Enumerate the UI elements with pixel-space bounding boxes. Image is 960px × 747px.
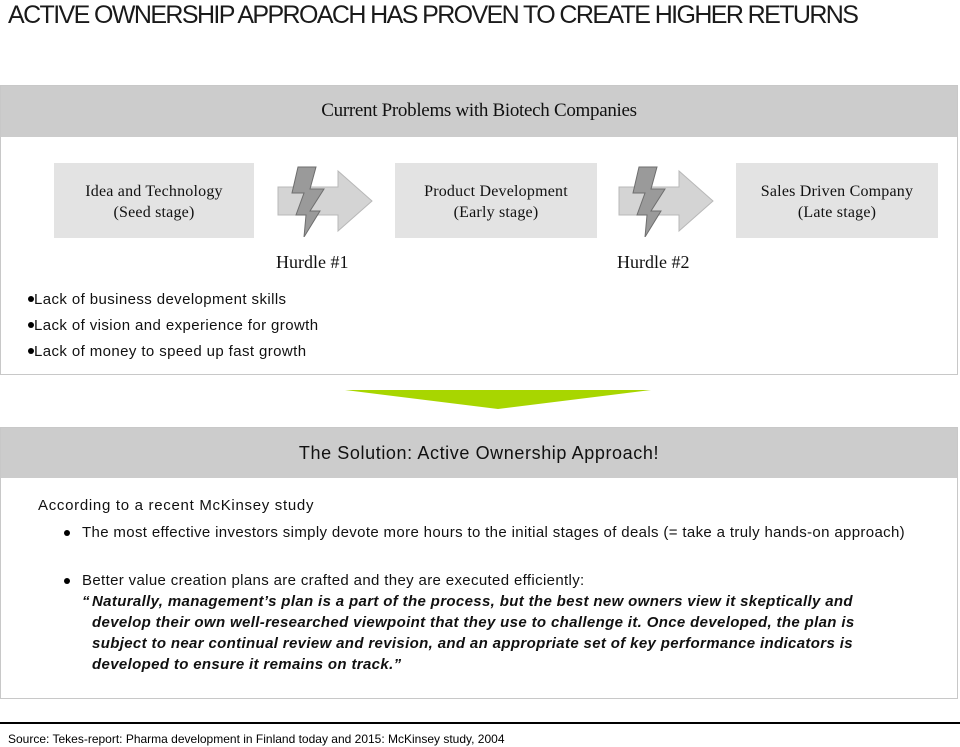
stage-early bbox=[395, 163, 597, 238]
footer-rule bbox=[0, 722, 960, 724]
mckinsey-quote-text: Naturally, management’s plan is a part of the process, but the best new owners view it skeptically and develop their own well-researched viewpoint that they use to challenge it. Once developed, the plan is subject to near continual review and revision, and an appropriate set of key performance indicators is developed to ensure it remains on track.” bbox=[92, 593, 855, 673]
bullet-dot bbox=[64, 578, 70, 584]
solution-header-bar bbox=[1, 428, 957, 478]
stage-early-name: Product Development bbox=[424, 183, 568, 200]
stage-seed-sub: (Seed stage) bbox=[113, 204, 195, 221]
down-arrow-icon bbox=[345, 390, 651, 410]
stage-seed bbox=[54, 163, 254, 238]
problems-header-bar bbox=[1, 86, 957, 137]
stage-late-sub: (Late stage) bbox=[797, 204, 877, 221]
bullet-dot bbox=[64, 530, 70, 536]
mckinsey-quote bbox=[82, 591, 912, 675]
study-intro: According to a recent McKinsey study bbox=[38, 497, 315, 514]
open-quote: “ bbox=[82, 593, 90, 610]
solution-header: The Solution: Active Ownership Approach! bbox=[298, 443, 660, 463]
solution-point-2 bbox=[82, 570, 912, 675]
list-item: Lack of vision and experience for growth bbox=[34, 316, 318, 342]
list-item: Lack of business development skills bbox=[34, 290, 318, 316]
hurdle-1-arrow-icon bbox=[276, 165, 376, 237]
solution-point-1: The most effective investors simply devote more hours to the initial stages of deals (= take a truly hands-on approach) bbox=[82, 524, 906, 541]
hurdle-2-label: Hurdle #2 bbox=[617, 252, 690, 272]
hurdle-2-arrow-icon bbox=[617, 165, 717, 237]
problem-list bbox=[34, 290, 318, 368]
stage-early-sub: (Early stage) bbox=[453, 204, 539, 221]
list-item: Lack of money to speed up fast growth bbox=[34, 342, 318, 368]
hurdle-1-label: Hurdle #1 bbox=[276, 252, 349, 272]
stage-seed-name: Idea and Technology bbox=[85, 183, 223, 200]
solution-point-2-lead: Better value creation plans are crafted and they are executed efficiently: bbox=[82, 572, 585, 589]
stage-late-name: Sales Driven Company bbox=[760, 183, 914, 200]
stage-late bbox=[736, 163, 938, 238]
page-title: ACTIVE OWNERSHIP APPROACH HAS PROVEN TO CREATE HIGHER RETURNS bbox=[8, 1, 858, 29]
problems-header: Current Problems with Biotech Companies bbox=[321, 100, 637, 121]
source-note: Source: Tekes-report: Pharma development in Finland today and 2015: McKinsey study, 2004 bbox=[8, 732, 505, 746]
